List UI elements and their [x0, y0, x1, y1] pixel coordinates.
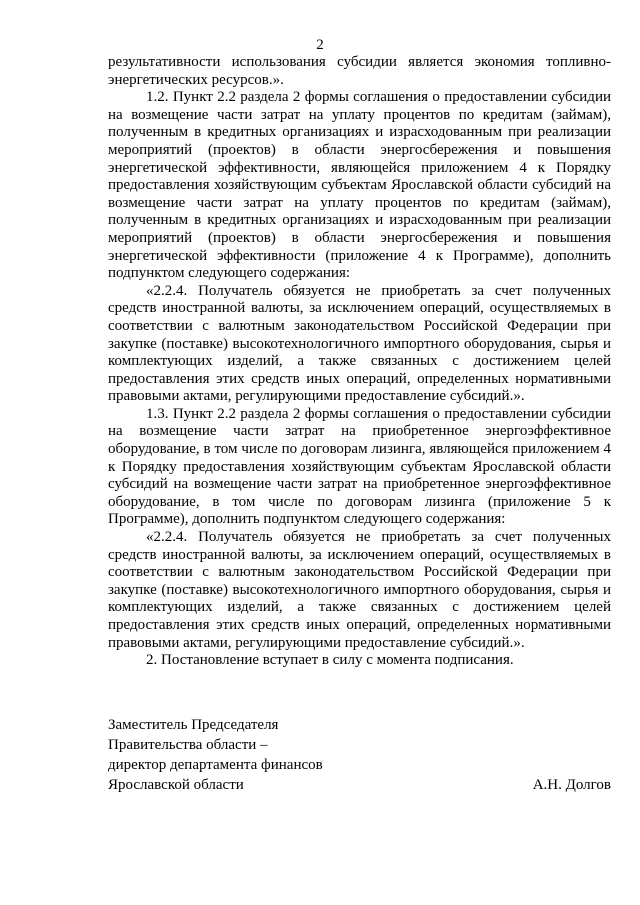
signatory-name: А.Н. Долгов: [532, 777, 611, 793]
page-number: 2: [316, 37, 324, 53]
paragraph-item-2: 2. Постановление вступает в силу с момента подписания.: [146, 652, 514, 669]
signature-title-line: Ярославской области: [108, 777, 244, 793]
signature-title-line: директор департамента финансов: [108, 757, 323, 773]
signature-title-line: Правительства области –: [108, 737, 268, 753]
paragraph-quote-2-2-4-first: «2.2.4. Получатель обязуется не приобретать за счет полученных средств иностранной валюты, за исключением операций, осуществляемых в соответствии с валютным законодательством Российской Федерации при закупке (поставке) высокотехнологичного импортного оборудования, сырья и комплектующих изделий, а также связанных с достижением целей предоставления этих средств иных операций, определенных нормативными правовыми актами, регулирующими предоставление субсидий.».: [108, 282, 611, 405]
paragraph-quote-2-2-4-second: «2.2.4. Получатель обязуется не приобретать за счет полученных средств иностранной валюты, за исключением операций, осуществляемых в соответствии с валютным законодательством Российской Федерации при закупке (поставке) высокотехнологичного импортного оборудования, сырья и комплектующих изделий, а также связанных с достижением целей предоставления этих средств иных операций, определенных нормативными правовыми актами, регулирующими предоставление субсидий.».: [108, 529, 611, 651]
signature-title-line: Заместитель Председателя: [108, 717, 279, 733]
paragraph-continuation: результативности использования субсидии является экономия топливно-энергетических ресурсов.».: [108, 54, 611, 88]
document-body: [108, 54, 611, 670]
paragraph-item-1-3: 1.3. Пункт 2.2 раздела 2 формы соглашения о предоставлении субсидии на возмещение части затрат на приобретенное энергоэффективное оборудование, в том числе по договорам лизинга, являющейся приложением 4 к Порядку предоставления хозяйствующим субъектам Ярославской области субсидий на возмещение части затрат на приобретенное энергоэффективное оборудование, в том числе по договорам лизинга (приложение 5 к Программе), дополнить подпунктом следующего содержания:: [108, 405, 611, 528]
paragraph-item-1-2: 1.2. Пункт 2.2 раздела 2 формы соглашения о предоставлении субсидии на возмещение части затрат на уплату процентов по кредитам (займам), полученным в кредитных организациях и израсходованным при реализации мероприятий (проектов) в области энергосбережения и повышения энергетической эффективности, являющейся приложением 4 к Порядку предоставления хозяйствующим субъектам Ярославской области субсидий на возмещение части затрат на уплату процентов по кредитам (займам), полученным в кредитных организациях и израсходованным при реализации мероприятий (проектов) в области энергосбережения и повышения энергетической эффективности (приложение 4 к Программе), дополнить подпунктом следующего содержания:: [108, 89, 611, 282]
signature-block: [108, 715, 611, 795]
